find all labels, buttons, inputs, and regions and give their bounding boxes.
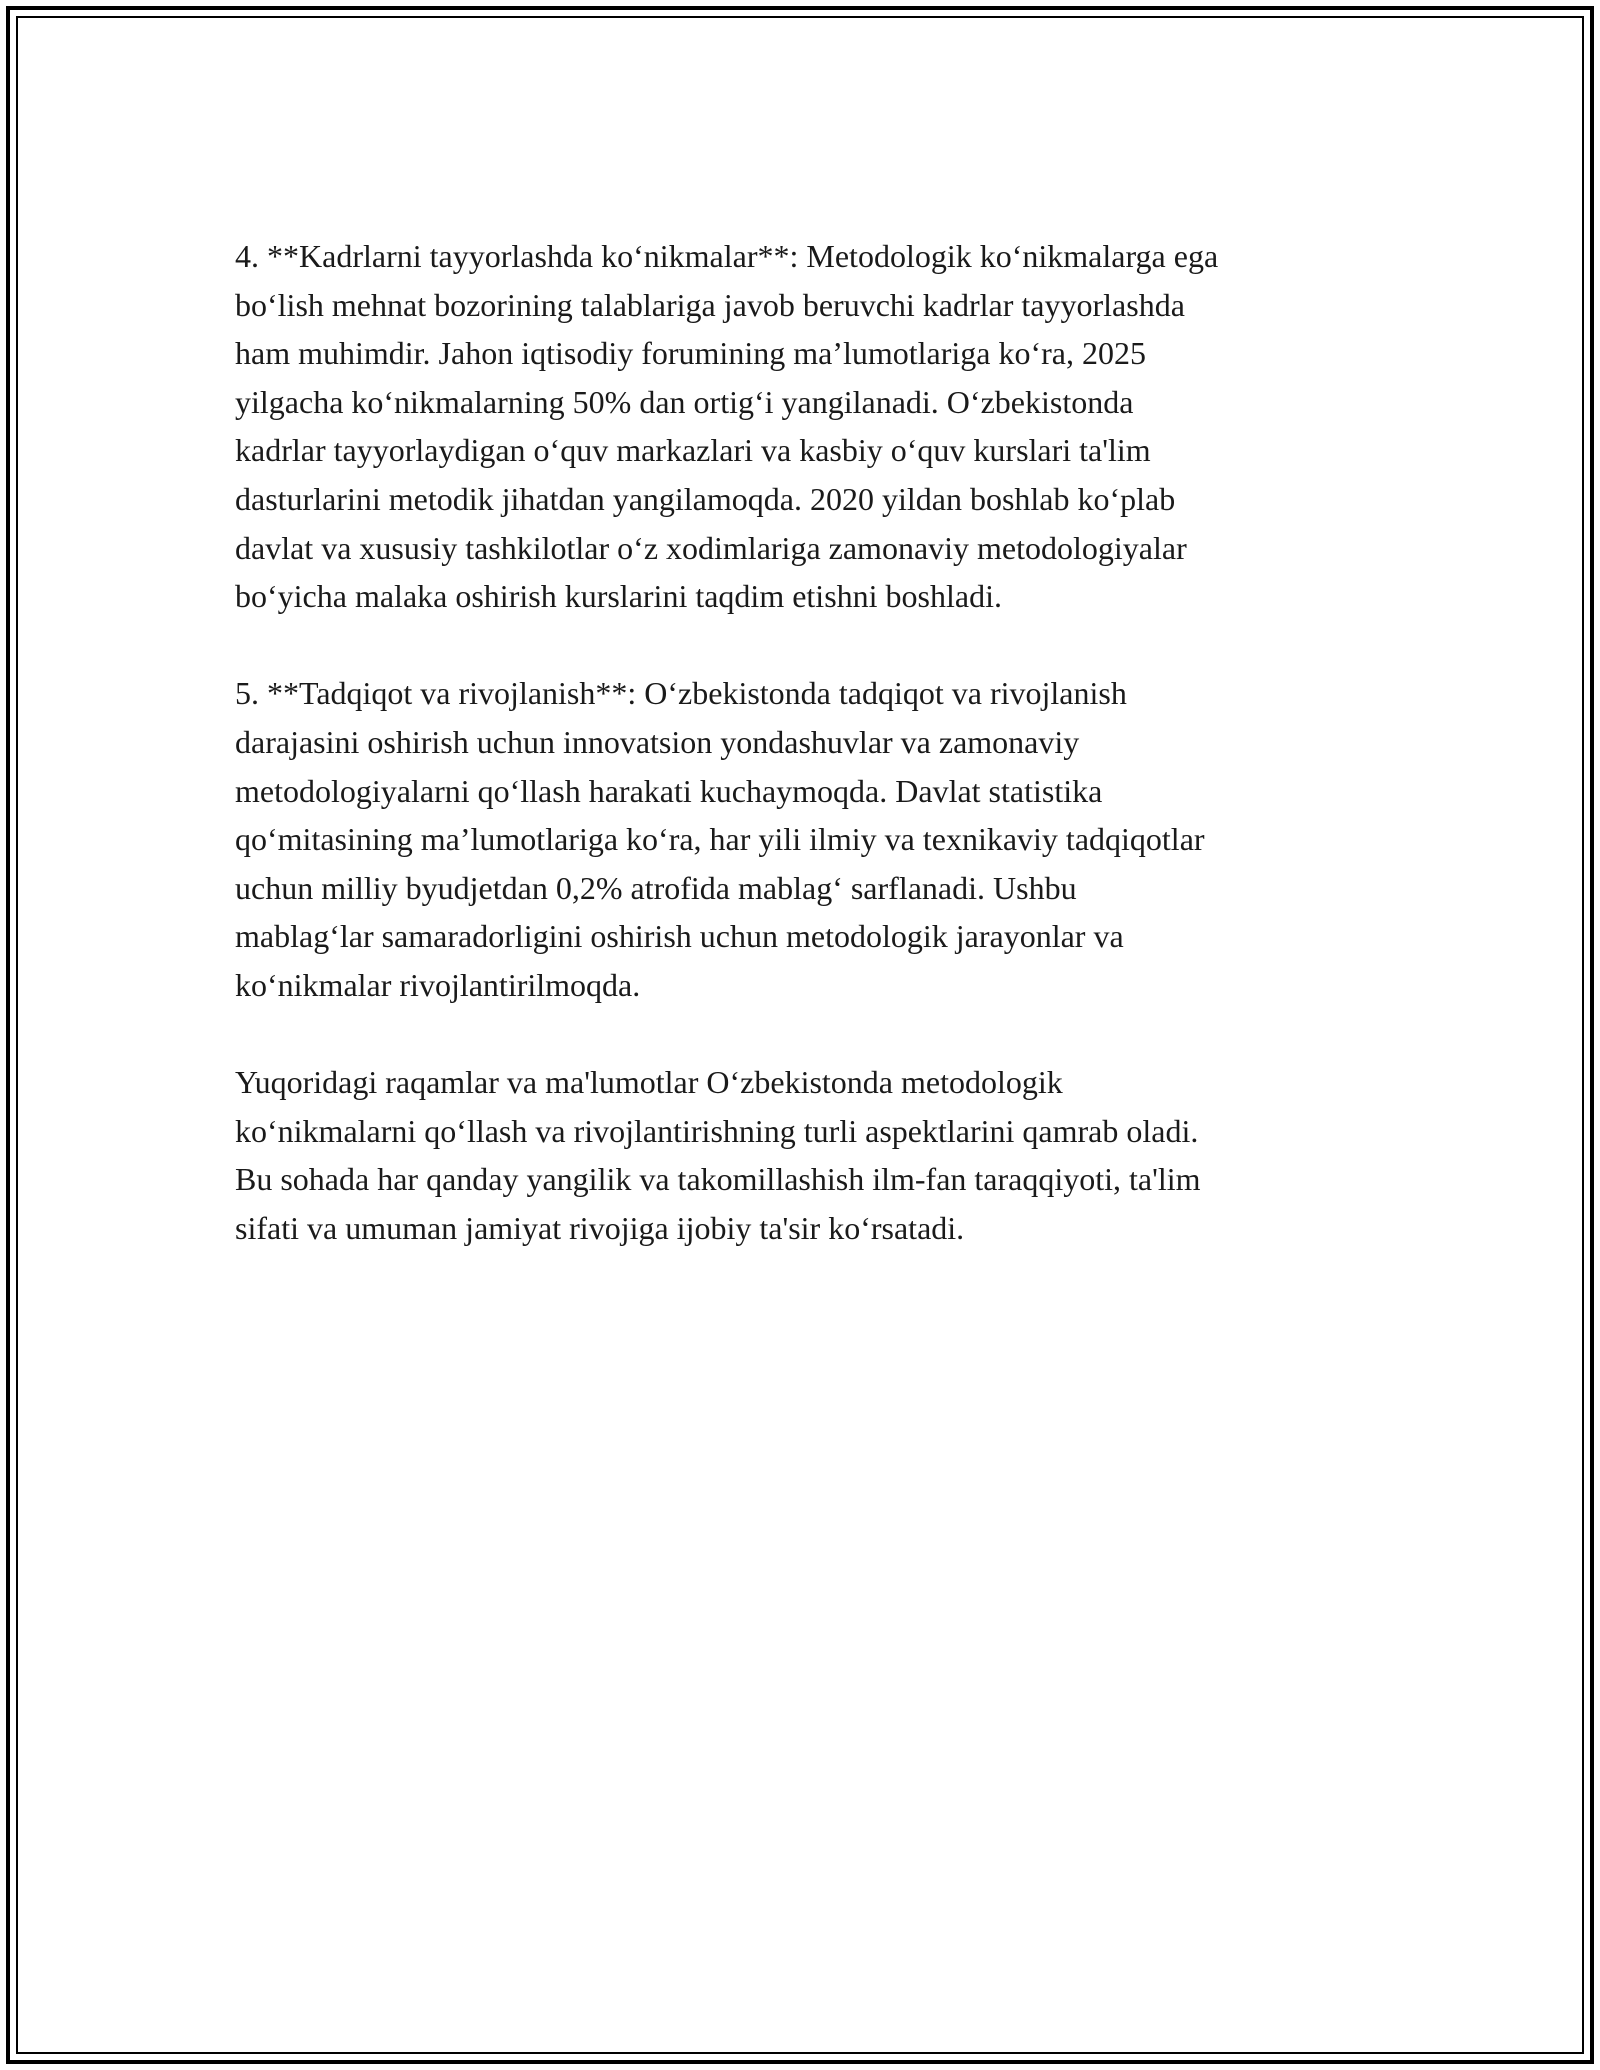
- text-line: Bu sohada har qanday yangilik va takomillashish ilm-fan taraqqiyoti, ta'lim: [235, 1161, 1201, 1198]
- text-line: mablag‘lar samaradorligini oshirish uchun metodologik jarayonlar va: [235, 918, 1124, 955]
- text-line: bo‘yicha malaka oshirish kurslarini taqdim etishni boshladi.: [235, 578, 1002, 615]
- text-line: bo‘lish mehnat bozorining talablariga javob beruvchi kadrlar tayyorlashda: [235, 286, 1185, 323]
- paragraph-conclusion: [235, 1058, 1365, 1252]
- text-line: ko‘nikmalar rivojlantirilmoqda.: [235, 966, 641, 1003]
- document-body: [235, 232, 1365, 1301]
- text-line: kadrlar tayyorlaydigan o‘quv markazlari va kasbiy o‘quv kurslari ta'lim: [235, 432, 1151, 469]
- text-line: yilgacha ko‘nikmalarning 50% dan ortig‘i yangilanadi. O‘zbekistonda: [235, 383, 1134, 420]
- text-line: Yuqoridagi raqamlar va ma'lumotlar O‘zbekistonda metodologik: [235, 1064, 1063, 1101]
- text-line: sifati va umuman jamiyat rivojiga ijobiy ta'sir ko‘rsatadi.: [235, 1209, 965, 1246]
- text-line: qo‘mitasining ma’lumotlariga ko‘ra, har yili ilmiy va texnikaviy tadqiqotlar: [235, 821, 1205, 858]
- paragraph-tadqiqot: [235, 669, 1365, 1009]
- text-line: davlat va xususiy tashkilotlar o‘z xodimlariga zamonaviy metodologiyalar: [235, 529, 1187, 566]
- text-line: uchun milliy byudjetdan 0,2% atrofida mablag‘ sarflanadi. Ushbu: [235, 869, 1077, 906]
- text-line: metodologiyalarni qo‘llash harakati kuchaymoqda. Davlat statistika: [235, 772, 1103, 809]
- text-line: 4. **Kadrlarni tayyorlashda ko‘nikmalar**: Metodologik ko‘nikmalarga ega: [235, 238, 1219, 274]
- text-line: dasturlarini metodik jihatdan yangilamoqda. 2020 yildan boshlab ko‘plab: [235, 480, 1176, 517]
- text-line: ham muhimdir. Jahon iqtisodiy forumining ma’lumotlariga ko‘ra, 2025: [235, 335, 1146, 372]
- text-line: 5. **Tadqiqot va rivojlanish**: O‘zbekistonda tadqiqot va rivojlanish: [235, 675, 1127, 712]
- text-line: darajasini oshirish uchun innovatsion yondashuvlar va zamonaviy: [235, 723, 1080, 760]
- paragraph-kadrlar: [235, 232, 1365, 621]
- text-line: ko‘nikmalarni qo‘llash va rivojlantirishning turli aspektlarini qamrab oladi.: [235, 1112, 1199, 1149]
